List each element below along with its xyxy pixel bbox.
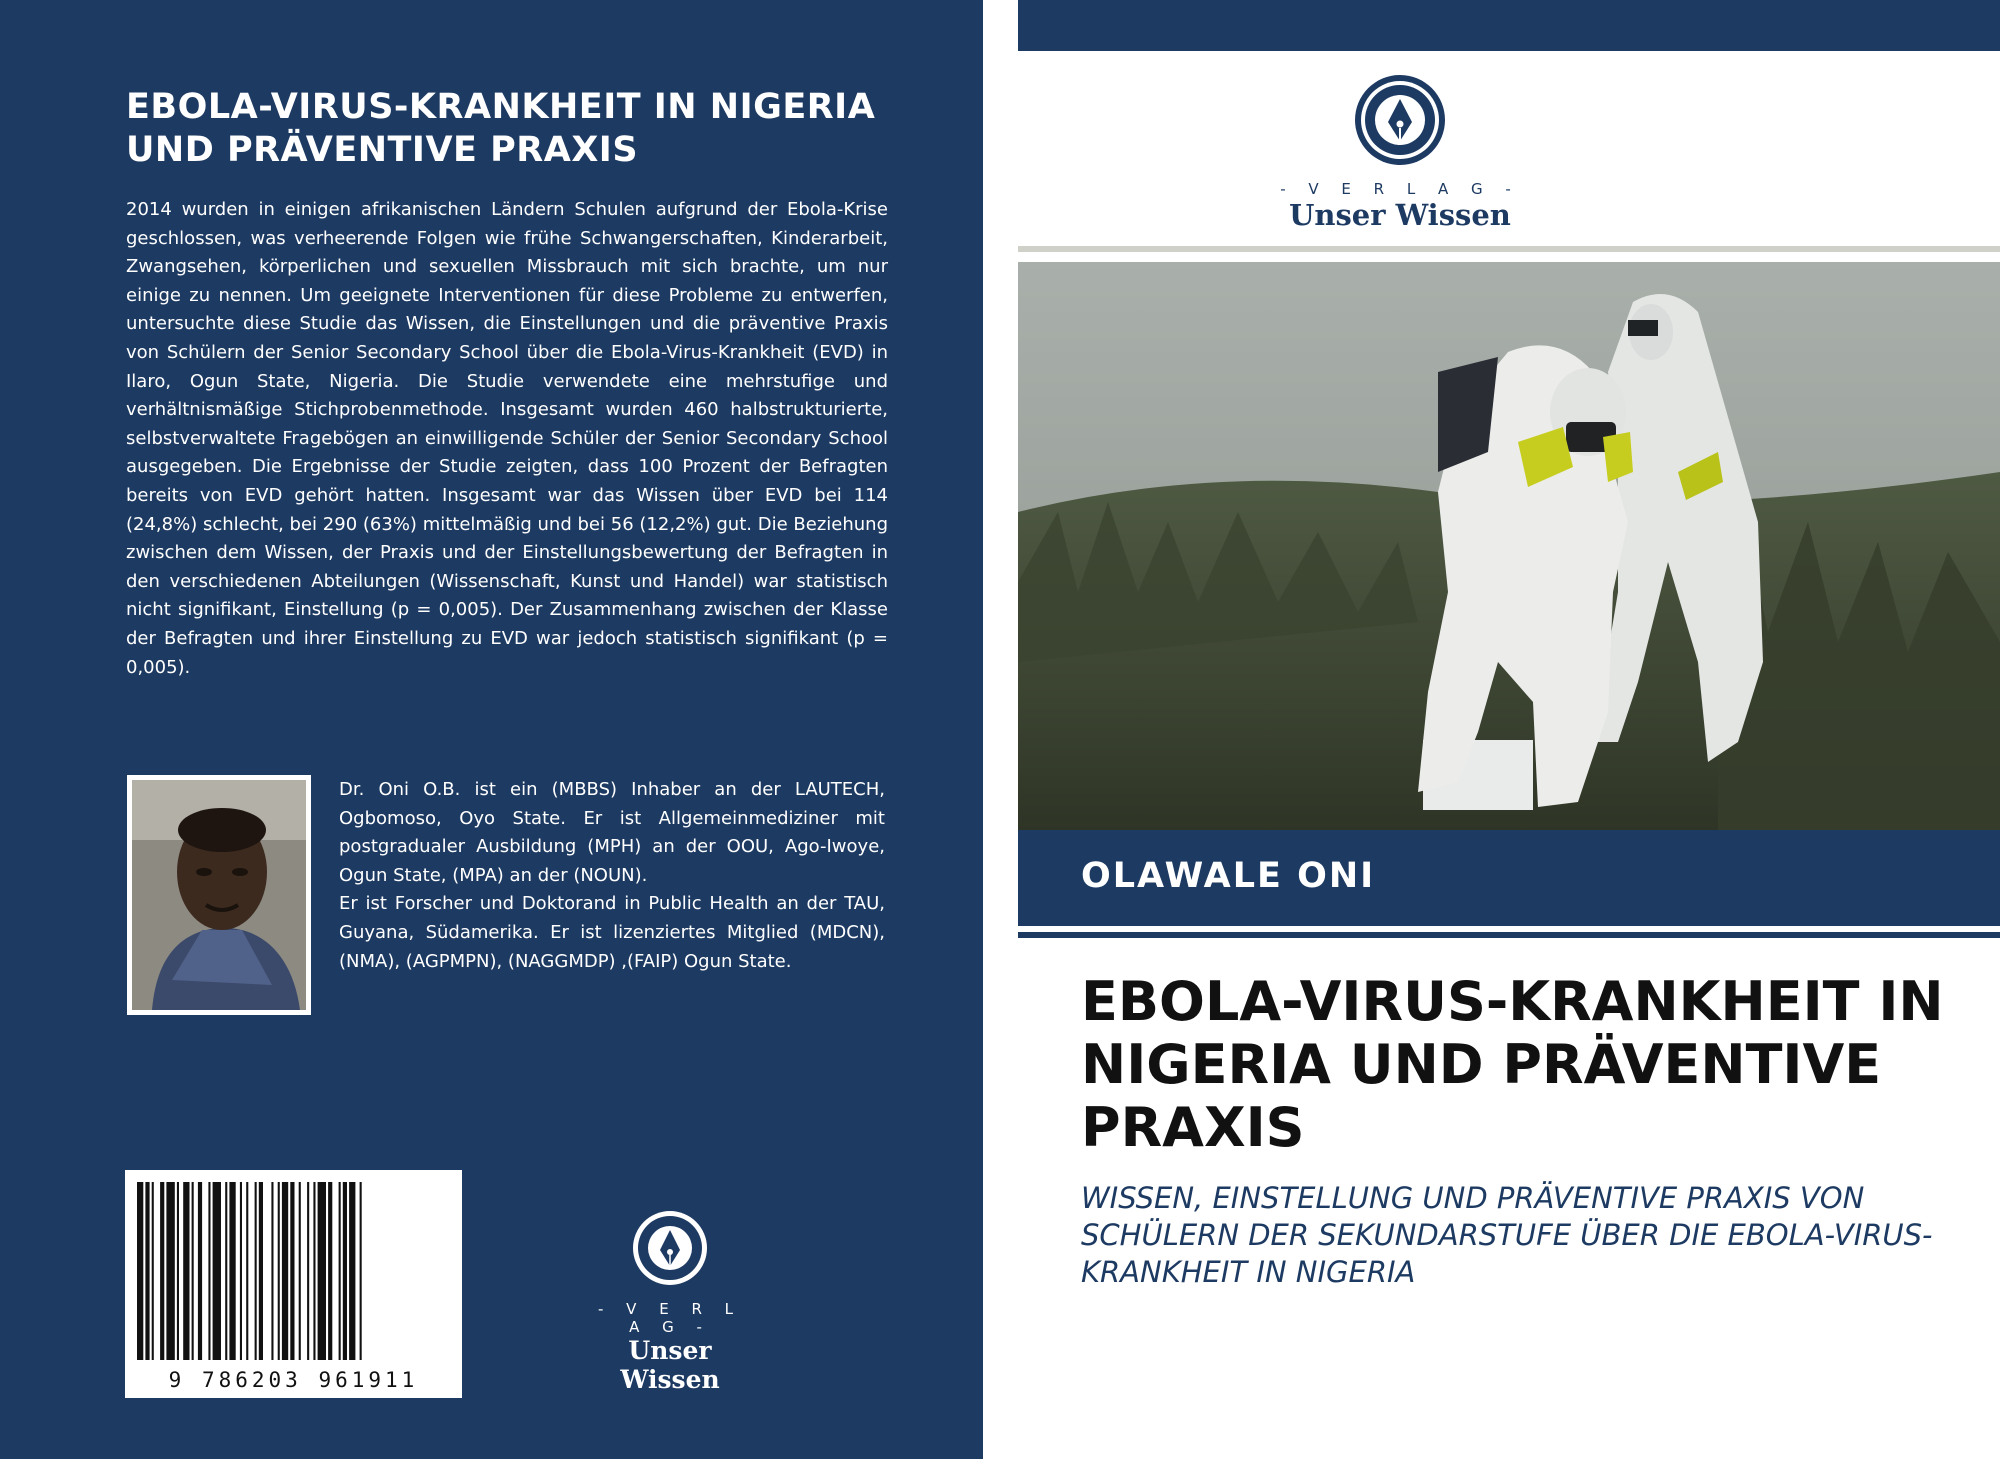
front-logo-name: Unser Wissen — [1289, 198, 1511, 232]
back-logo-name: Unser Wissen — [620, 1336, 720, 1394]
isbn-barcode — [125, 1170, 462, 1398]
pen-nib-seal-icon — [630, 1208, 710, 1288]
pen-nib-seal-icon — [1352, 72, 1448, 168]
back-logo-verlag: - V E R L A G - — [597, 1300, 742, 1336]
isbn-number: 9 786203 961911 — [168, 1368, 419, 1392]
author-band — [1018, 830, 2000, 926]
front-divider-top — [1018, 246, 2000, 252]
back-publisher-logo — [585, 1208, 755, 1394]
spine — [983, 0, 1018, 1459]
barcode-bars-icon — [125, 1170, 462, 1365]
front-cover-subtitle: WISSEN, EINSTELLUNG UND PRÄVENTIVE PRAXIS VON SCHÜLERN DER SEKUNDARSTUFE ÜBER DIE EBOLA-VIRUS-KRANKHEIT IN NIGERIA — [1081, 1181, 1933, 1289]
hazmat-workers-photo-icon — [1018, 262, 2000, 830]
author-portrait-icon — [132, 780, 306, 1010]
author-bio-paragraph-1: Dr. Oni O.B. ist ein (MBBS) Inhaber an der LAUTECH, Ogbomoso, Oyo State. Er ist Allgemeinmediziner mit postgradualer Ausbildung (MPH) an der OOU, Ago-Iwoye, Ogun State, (MPA) an der (NOUN). — [339, 779, 885, 886]
front-divider-bottom — [1018, 932, 2000, 938]
author-name: OLAWALE ONI — [1081, 856, 1376, 896]
author-bio-paragraph-2: Er ist Forscher und Doktorand in Public Health an der TAU, Guyana, Südamerika. Er ist lizenziertes Mitglied (MDCN), (NMA), (AGPMPN), (NAGGMDP) ,(FAIP) Ogun State. — [339, 893, 885, 972]
front-top-bar — [1018, 0, 2000, 51]
back-cover-title: EBOLA-VIRUS-KRANKHEIT IN NIGERIA UND PRÄVENTIVE PRAXIS — [126, 87, 876, 170]
author-photo — [127, 775, 311, 1015]
cover-photo — [1018, 262, 2000, 830]
front-cover — [1018, 0, 2000, 1459]
back-cover-abstract: 2014 wurden in einigen afrikanischen Ländern Schulen aufgrund der Ebola-Krise geschlossen, was verheerende Folgen wie frühe Schwangerschaften, Kinderarbeit, Zwangsehen, körperlichen und sexuellen Missbrauch mit sich brachte, um nur einige zu nennen. Um geeignete Interventionen für diese Probleme zu entwerfen, untersuchte diese Studie das Wissen, die Einstellungen und die präventive Praxis von Schülern der Senior Secondary School über die Ebola-Virus-Krankheit (EVD) in Ilaro, Ogun State, Nigeria. Die Studie verwendete eine mehrstufige und verhältnismäßige Stichprobenmethode. Insgesamt wurden 460 halbstrukturierte, selbstverwaltete Fragebögen an einwilligende Schüler der Senior Secondary School ausgegeben. Die Ergebnisse der Studie zeigten, dass 100 Prozent der Befragten bereits von EVD gehört hatten. Insgesamt war das Wissen über EVD bei 114 (24,8%) schlecht, bei 290 (63%) mittelmäßig und bei 56 (12,2%) gut. Die Beziehung zwischen dem Wissen, der Praxis und der Einstellungsbewertung der Befragten in den verschiedenen Abteilungen (Wissenschaft, Kunst und Handel) war statistisch nicht signifikant, Einstellung (p = 0,005). Der Zusammenhang zwischen der Klasse der Befragten und ihrer Einstellung zu EVD war jedoch statistisch signifikant (p = 0,005). — [126, 199, 888, 678]
author-bio — [339, 776, 885, 976]
front-logo-verlag: - V E R L A G - — [1280, 180, 1520, 198]
back-cover — [0, 0, 983, 1459]
front-publisher-logo — [1280, 72, 1520, 232]
front-cover-title: EBOLA-VIRUS-KRANKHEIT IN NIGERIA UND PRÄVENTIVE PRAXIS — [1081, 970, 1944, 1159]
